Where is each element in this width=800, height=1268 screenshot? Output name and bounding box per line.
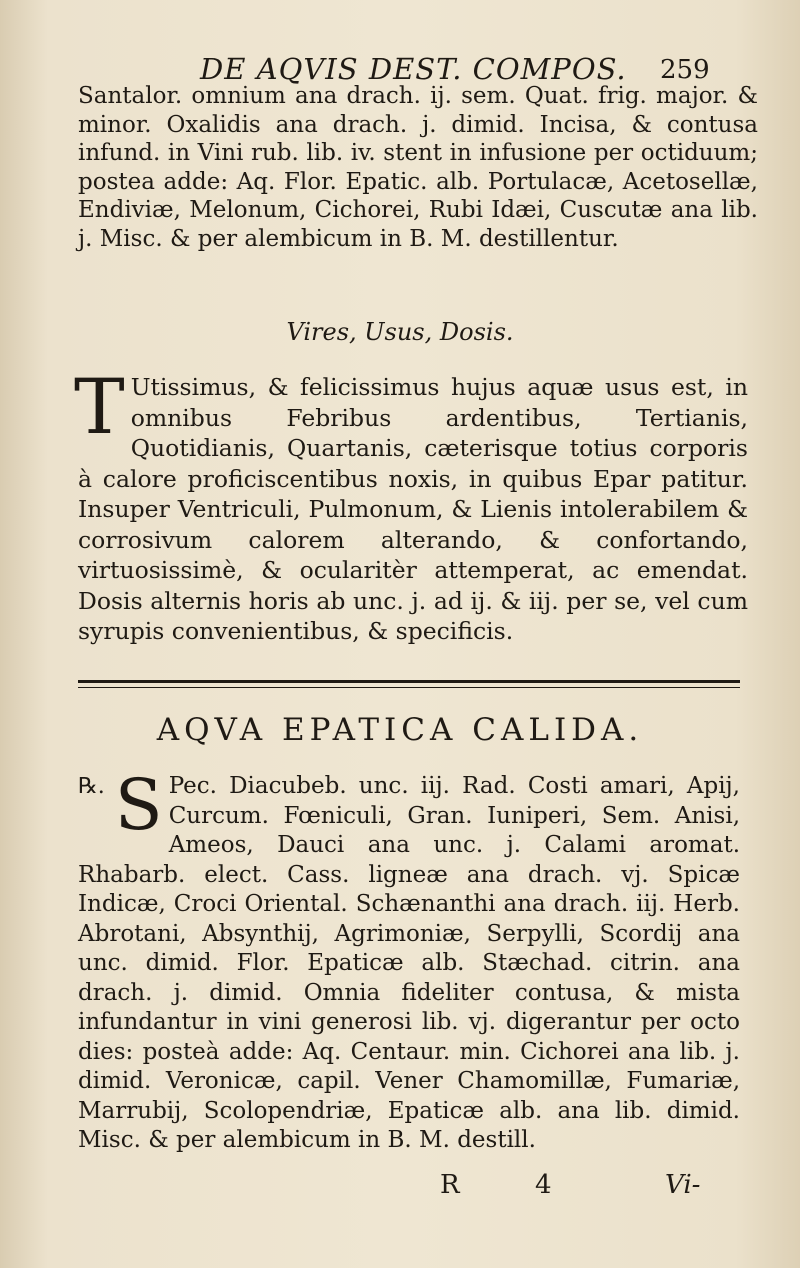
running-head: DE AQVIS DEST. COMPOS. (200, 52, 627, 86)
recipe-text: Pec. Diacubeb. unc. iij. Rad. Costi amari, Apij, Curcum. Fœniculi, Gran. Iuniperi, Sem. Anisi, Ameos, Dauci ana unc. j. Calami aromat. Rhabarb. elect. Cass. ligneæ ana drach. vj. Spicæ Indicæ, Croci Oriental. Schænanthi ana drach. iij. Herb. Abrotani, Absynthij, Agrimoniæ, Serpylli, Scordij ana unc. dimid. Flor. Epaticæ alb. Stæchad. citrin. ana drach. j. dimid. Omnia fideliter contusa, & mista infundantur in vini generosi lib. vj. digerantur per octo dies: posteà adde: Aq. Centaur. min. Cichorei ana lib. j. dimid. Veronicæ, capil. Vener Chamomillæ, Fumariæ, Marrubij, Scolopendriæ, Epaticæ alb. ana lib. dimid. Misc. & per alembicum in B. M. destill. (78, 773, 740, 1153)
page-footer (0, 1170, 800, 1210)
signature-mark: R (440, 1170, 460, 1200)
section-title: AQVA EPATICA CALIDA. (156, 712, 644, 748)
subheading: Vires, Usus, Dosis. (286, 318, 514, 346)
section-divider-rule (78, 680, 740, 688)
uses-paragraph (74, 362, 748, 647)
preceding-recipe-text: Santalor. omnium ana drach. ij. sem. Quat. frig. major. & minor. Oxalidis ana drach. j. dimid. Incisa, & contusa infund. in Vini rub. lib. iv. stent in infusione per octiduum; postea adde: Aq. Flor. Epatic. alb. Portulacæ, Acetosellæ, Endiviæ, Melonum, Cichorei, Rubi Idæi, Cuscutæ ana lib. j. Misc. & per alembicum in B. M. destillentur. (78, 83, 758, 252)
recipe-paragraph (78, 764, 740, 1156)
drop-cap-initial: T (74, 362, 125, 451)
recipe-symbol: ℞. (78, 774, 105, 799)
drop-cap-initial-2: S (114, 764, 163, 846)
leaf-number: 4 (535, 1170, 552, 1200)
catchword: Vi- (665, 1170, 701, 1200)
uses-paragraph-text: Utissimus, & felicissimus hujus aquæ usus est, in omnibus Febribus ardentibus, Tertianis, Quotidianis, Quartanis, cæterisque totius corporis à calore proficiscentibus noxis, in quibus Epar patitur. Insuper Ventriculi, Pulmonum, & Lienis intolerabilem & corrosivum calorem alterando, & confortando, virtuosissimè, & ocularitèr attemperat, ac emendat. Dosis alternis horis ab unc. j. ad ij. & iij. per se, vel cum syrupis convenientibus, & specificis. (78, 373, 748, 645)
page-number: 259 (660, 55, 710, 85)
